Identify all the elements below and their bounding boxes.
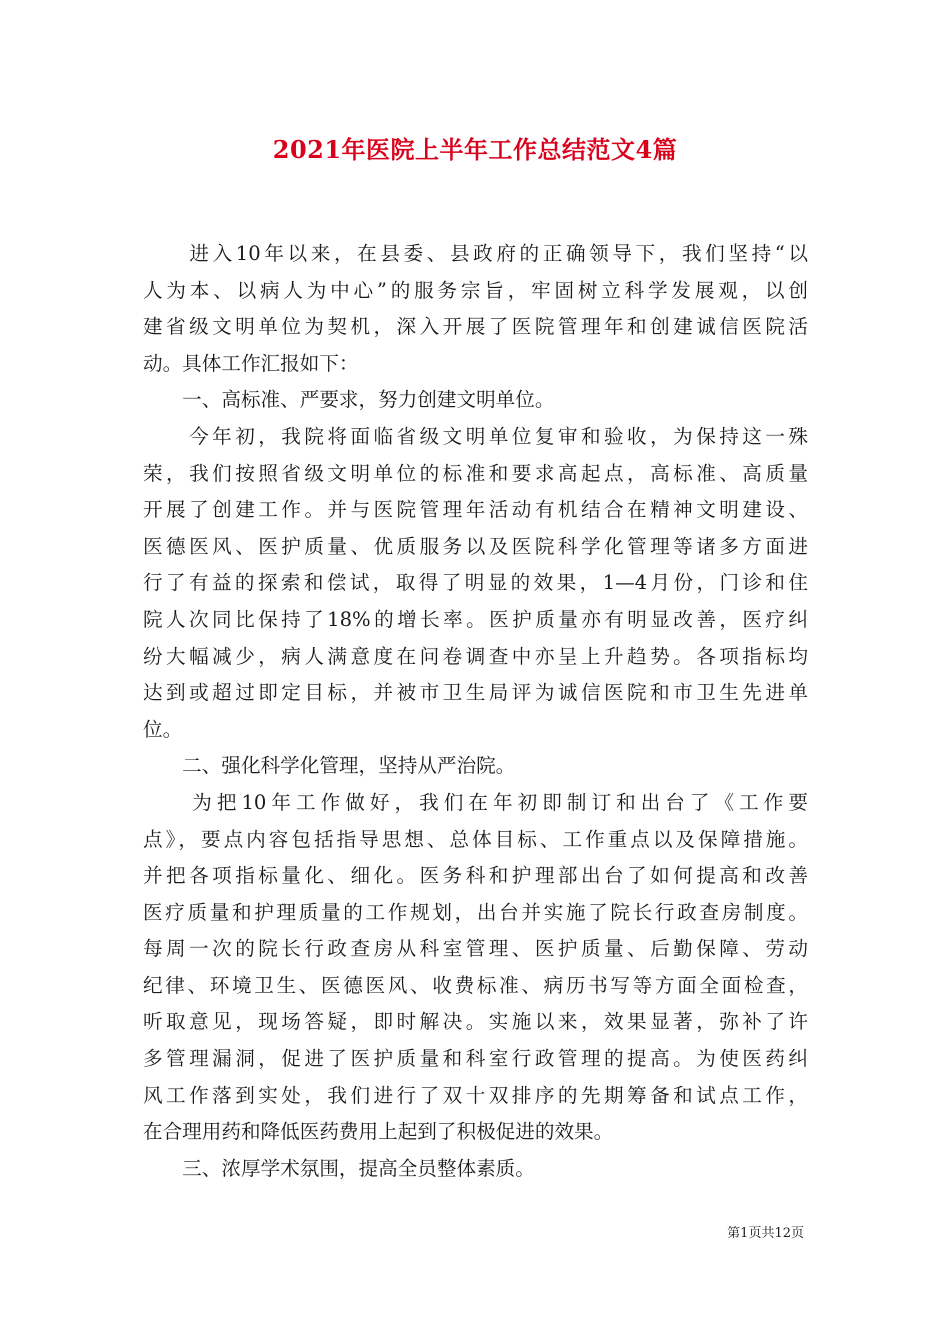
text-line: 进入10年以来，在县委、县政府的正确领导下，我们坚持“以: [143, 242, 808, 265]
text-line: 人为本、以病人为中心”的服务宗旨，牢固树立科学发展观，以创: [143, 278, 808, 302]
text-line: 动。具体工作汇报如下：: [143, 351, 359, 375]
text-line: 纷大幅减少，病人满意度在问卷调查中亦呈上升趋势。各项指标均: [143, 644, 808, 668]
text-line: 风工作落到实处，我们进行了双十双排序的先期筹备和试点工作，: [143, 1083, 808, 1107]
text-line: 荣，我们按照省级文明单位的标准和要求高起点，高标准、高质量: [143, 461, 808, 485]
text-line: 为把10年工作做好，我们在年初即制订和出台了《工作要: [143, 790, 808, 814]
text-line: 点》，要点内容包括指导思想、总体目标、工作重点以及保障措施。: [143, 827, 808, 851]
text-line: 纪律、环境卫生、医德医风、收费标准、病历书写等方面全面检查，: [143, 973, 808, 997]
text-line: 医德医风、医护质量、优质服务以及医院科学化管理等诸多方面进: [143, 534, 808, 558]
text-line: 位。: [143, 717, 183, 741]
document-body: [143, 236, 808, 1187]
text-line: 听取意见，现场答疑，即时解决。实施以来，效果显著，弥补了许: [143, 1010, 808, 1034]
document-title: 2021年医院上半年工作总结范文4篇: [272, 135, 678, 164]
text-line: 并把各项指标量化、细化。医务科和护理部出台了如何提高和改善: [143, 864, 808, 888]
text-line: 行了有益的探索和偿试，取得了明显的效果，1—4月份，门诊和住: [143, 571, 808, 595]
text-line: 今年初，我院将面临省级文明单位复审和验收，为保持这一殊: [143, 424, 808, 448]
text-line: 开展了创建工作。并与医院管理年活动有机结合在精神文明建设、: [143, 498, 808, 522]
text-line: 每周一次的院长行政查房从科室管理、医护质量、后勤保障、劳动: [143, 937, 808, 961]
text-line: 建省级文明单位为契机，深入开展了医院管理年和创建诚信医院活: [143, 315, 808, 339]
text-line: 二、强化科学化管理，坚持从严治院。: [143, 754, 516, 778]
text-line: 达到或超过即定目标，并被市卫生局评为诚信医院和市卫生先进单: [143, 681, 808, 705]
text-line: 多管理漏洞，促进了医护质量和科室行政管理的提高。为使医药纠: [143, 1047, 808, 1071]
page-footer: 第1页共12页: [727, 1226, 804, 1241]
text-line: 一、高标准、严要求，努力创建文明单位。: [143, 388, 555, 412]
text-line: 院人次同比保持了18%的增长率。医护质量亦有明显改善，医疗纠: [143, 607, 808, 631]
text-line: 三、浓厚学术氛围，提高全员整体素质。: [143, 1156, 535, 1180]
text-line: 医疗质量和护理质量的工作规划，出台并实施了院长行政查房制度。: [143, 900, 808, 924]
text-line: 在合理用药和降低医药费用上起到了积极促进的效果。: [143, 1120, 614, 1144]
